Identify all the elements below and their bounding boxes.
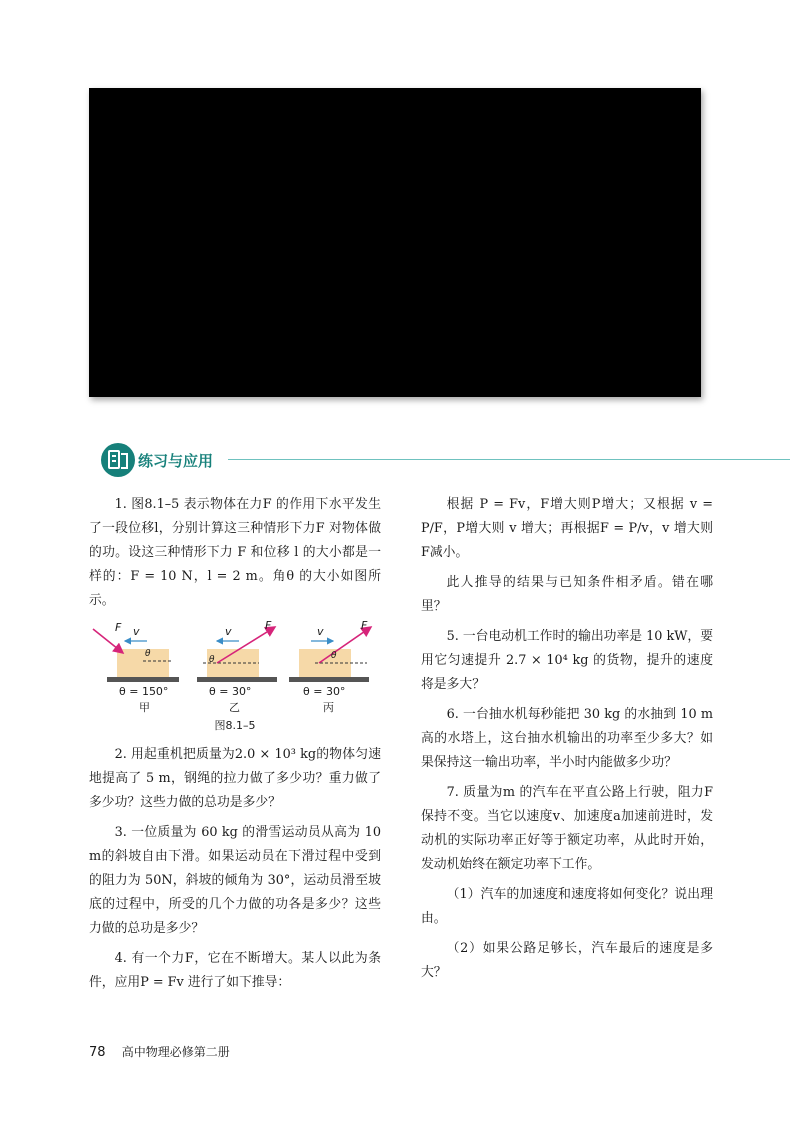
- question-4-continued: 根据 P = Fv，F增大则P增大；又根据 v = P/F，P增大则 v 增大；再根据F = P/v，v 增大则F减小。: [421, 497, 713, 560]
- velocity-label-bing: v: [317, 625, 324, 638]
- force-label-yi: F: [265, 619, 272, 632]
- theta-mark-jia: θ: [145, 649, 151, 659]
- theta-mark-bing: θ: [331, 651, 337, 661]
- question-7-part-2: （2）如果公路足够长，汽车最后的速度是多大？: [421, 941, 713, 980]
- book-title: 高中物理必修第二册: [121, 1045, 230, 1059]
- diagram-bing: [289, 627, 371, 682]
- question-2: 2. 用起重机把质量为2.0 × 10³ kg的物体匀速地提高了 5 m，钢绳的拉力做了多少功？重力做了多少功？这些力做的总功是多少？: [89, 747, 381, 810]
- name-bing: 丙: [323, 701, 334, 714]
- velocity-label-yi: v: [225, 625, 232, 638]
- right-column: [421, 493, 713, 991]
- figure-caption: 图8.1–5: [214, 719, 256, 732]
- redacted-image: [89, 88, 701, 397]
- section-header: [100, 442, 790, 478]
- page-footer: [89, 1043, 230, 1060]
- angle-bing: θ = 30°: [303, 685, 346, 698]
- left-column: [89, 493, 381, 1001]
- question-7: 7. 质量为m 的汽车在平直公路上行驶，阻力F 保持不变。当它以速度v、加速度a加速前进时，发动机的实际功率正好等于额定功率，从此时开始，发动机始终在额定功率下工作。: [421, 785, 713, 872]
- page-number: 78: [89, 1045, 106, 1060]
- figure-8-1-5: [89, 619, 381, 735]
- velocity-label-jia: v: [133, 625, 140, 638]
- section-title: 练习与应用: [138, 452, 214, 470]
- question-4: 4. 有一个力F，它在不断增大。某人以此为条件，应用P = Fv 进行了如下推导：: [89, 951, 381, 990]
- theta-mark-yi: θ: [209, 655, 215, 665]
- force-label-bing: F: [361, 619, 368, 632]
- block-jia: [117, 649, 169, 677]
- question-1: 1. 图8.1–5 表示物体在力F 的作用下水平发生了一段位移l，分别计算这三种情形下力F 对物体做的功。设这三种情形下力 F 和位移 l 的大小都是一样的：F = 10 N，l = 2 m。角θ 的大小如图所示。: [89, 497, 381, 608]
- question-3: 3. 一位质量为 60 kg 的滑雪运动员从高为 10 m的斜坡自由下滑。如果运动员在下滑过程中受到的阻力为 50N，斜坡的倾角为 30°，运动员滑至坡底的过程中，所受的几个力做的功各是多少？这些力做的总功是多少？: [89, 825, 381, 936]
- section-divider: [228, 459, 790, 460]
- question-4-ask: 此人推导的结果与已知条件相矛盾。错在哪里？: [421, 575, 713, 614]
- angle-jia: θ = 150°: [119, 685, 169, 698]
- force-label-jia: F: [115, 621, 122, 634]
- question-7-part-1: （1）汽车的加速度和速度将如何变化？说出理由。: [421, 887, 713, 926]
- exercise-icon: [100, 442, 136, 478]
- question-5: 5. 一台电动机工作时的输出功率是 10 kW，要用它匀速提升 2.7 × 10⁴ kg 的货物，提升的速度将是多大？: [421, 629, 713, 692]
- angle-yi: θ = 30°: [209, 685, 252, 698]
- name-yi: 乙: [229, 701, 240, 714]
- question-6: 6. 一台抽水机每秒能把 30 kg 的水抽到 10 m 高的水塔上，这台抽水机输出的功率至少多大？如果保持这一输出功率，半小时内能做多少功？: [421, 707, 713, 770]
- name-jia: 甲: [139, 701, 150, 714]
